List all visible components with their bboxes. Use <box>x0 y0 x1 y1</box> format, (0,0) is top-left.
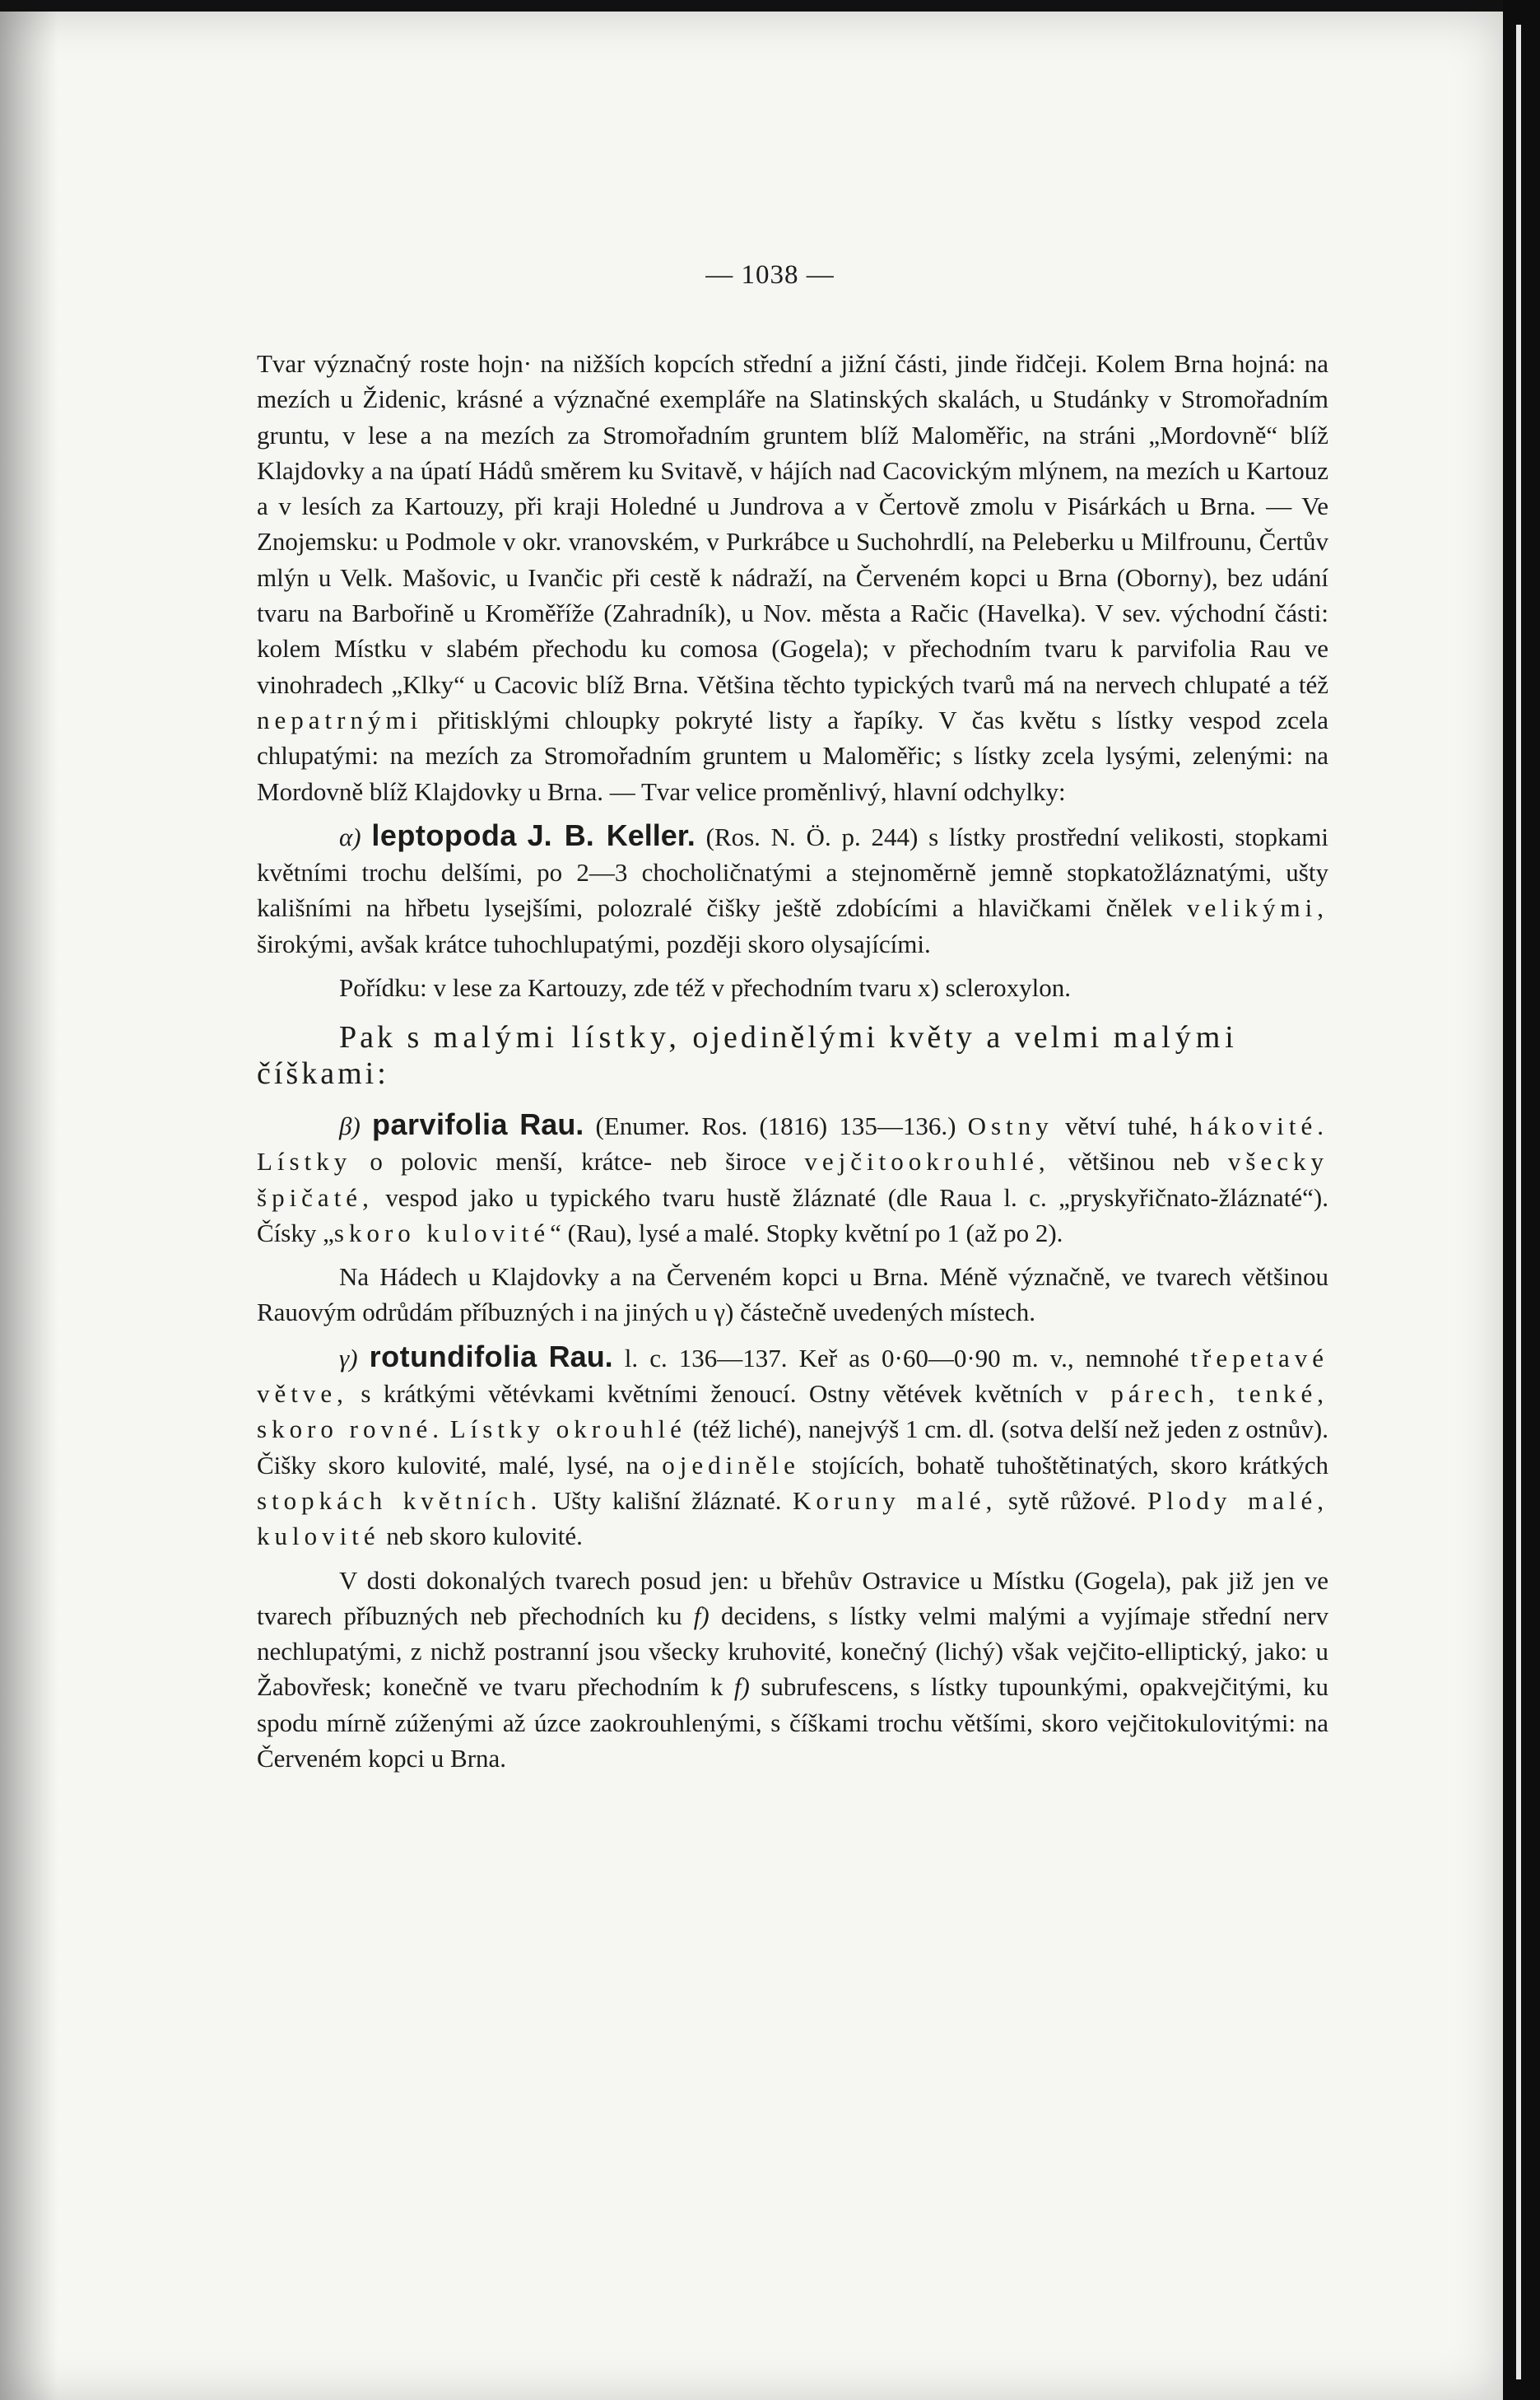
paragraph-text: “ (Rau), lysé a malé. Stopky květní po 1 (až po 2). <box>550 1218 1063 1247</box>
paragraph-text: V dosti dokonalých tvarech posud jen: u břehův Ostravice u Místku (Gogela), pak již jen ve tvarech příbuzných neb přechodních ku <box>257 1565 1328 1630</box>
paragraph-text: Ušty kališní žláznaté. <box>542 1485 793 1515</box>
paragraph-variety-beta <box>257 1107 1328 1251</box>
variety-name: rotundifolia <box>369 1339 537 1373</box>
paragraph-text: Tvar význačný roste hojn· na nižších kopcích střední a jižní části, jinde řidčeji. Kolem Brna hojná: na mezích u Židenic, krásné a význačné exempláře na Slatinských skalách, u Studánky v Stromořadním gruntu, v lese a na mezích za Stromořadním gruntem blíž Maloměřic, na stráni „Mordovně“ blíž Klajdovky a na úpatí Hádů směrem ku Svitavě, v hájích nad Cacovickým mlýnem, na mezích u Kartouz a v lesích za Kartouzy, při kraji Holedné u Jundrova a v Čertově zmolu v Pisárkách u Brna. — Ve Znojemsku: u Podmole v okr. vranovském, v Purkrábce u Suchohrdlí, na Peleberku u Milfrounu, Čertův mlýn u Velk. Mašovic, u Ivančic při cestě k nádraží, na Červeném kopci u Brna (Oborny), bez udání tvaru na Barbořině u Kroměříže (Zahradník), u Nov. města a Račic (Havelka). V sev. východní části: kolem Místku v slabém přechodu ku comosa (Gogela); v přechodním tvaru k parvifolia Rau ve vinohradech „Klky“ u Cacovic blíž Brna. Většina těchto typických tvarů má na nervech chlupaté a též <box>257 349 1328 699</box>
spaced-text: hákovité. <box>1189 1111 1329 1140</box>
paragraph-text: (též liché), nanejvýš 1 cm. dl. (sotva delší než jeden z ostnův). Čišky skoro kulovité, malé, lysé, na <box>257 1414 1328 1480</box>
paragraph-text <box>444 1414 450 1443</box>
paragraph-text: přitisklými chloupky pokryté listy a řapíky. V čas květu s lístky vespod zcela chlupatými: na mezích za Stromořadním gruntem u Maloměřic; s lístky zcela lysými, zelenými: na Mordovně blíž Klajdovky u Brna. — Tvar velice proměnlivý, hlavní odchylky: <box>257 705 1328 806</box>
paragraph-text: větví tuhé, <box>1053 1111 1190 1140</box>
variety-author: Rau. <box>519 1107 584 1141</box>
paragraph-locality-beta: Na Hádech u Klajdovky a na Červeném kopci u Brna. Méně význačně, ve tvarech většinou Rauovým odrůdám příbuzných i na jiných u γ) částečně uvedených místech. <box>257 1262 1328 1327</box>
variety-mark: α) <box>339 822 361 851</box>
variety-mark: f) <box>693 1601 710 1630</box>
section-heading <box>257 1020 1328 1056</box>
spaced-text: Koruny malé, <box>793 1485 998 1515</box>
scan-edge-strip <box>1503 0 1540 2400</box>
spaced-text: všecky špičaté, <box>257 1147 1328 1212</box>
paragraph-text: decidens, s lístky velmi malými a vyjímaje střední nerv nechlupatými, z nichž postranní jsou všecky kruhovité, konečný (lichý) však vejčito-elliptický, jako: u Žabovřesk; konečně ve tvaru přechodním k <box>257 1601 1328 1702</box>
spaced-text: vejčitookrouhlé, <box>804 1147 1050 1177</box>
spaced-text: velikými, <box>1187 893 1328 923</box>
paragraph-text: subrufescens, s lístky tupounkými, opakvejčitými, ku spodu mírně zúženými až úzce zaokrouhlenými, s číškami trochu většími, skoro vejčitokulovitými: na Červeném kopci u Brna. <box>257 1672 1328 1773</box>
spaced-text: Plody malé, kulovité <box>257 1485 1328 1551</box>
section-heading-end: číškami: <box>257 1056 389 1091</box>
paragraph-text: sytě růžové. <box>997 1485 1148 1515</box>
paragraph-text: širokými, avšak krátce tuhochlupatými, později skoro olysajícími. <box>257 929 931 958</box>
paragraph-text: stojících, bohatě tuhoštětinatých, skoro krátkých <box>799 1450 1328 1480</box>
spaced-text: Ostny <box>967 1111 1054 1140</box>
paragraph-text: o polovic menší, krátce- neb široce <box>351 1147 805 1177</box>
spaced-text: ojediněle <box>662 1450 800 1480</box>
spaced-text: malými <box>1113 1020 1239 1056</box>
spaced-text: třepetavé větve, <box>257 1343 1329 1409</box>
heading-text: ojedinělými květy a velmi <box>681 1020 1114 1056</box>
paragraph-text: s krátkými větévkami květními ženoucí. Ostny větévek květních <box>347 1379 1076 1409</box>
paragraph-variety-gamma <box>257 1339 1328 1554</box>
paragraph-final <box>257 1563 1328 1777</box>
paragraph-text: neb skoro kulovité. <box>379 1522 583 1551</box>
spaced-text: malými lístky, <box>433 1020 682 1056</box>
variety-name: leptopoda <box>371 818 517 852</box>
spaced-text: nepatrnými <box>257 705 423 734</box>
paragraph-variety-alpha <box>257 818 1328 962</box>
variety-mark: β) <box>339 1111 361 1140</box>
spaced-text: stopkách květních. <box>257 1485 542 1515</box>
paragraph-text: většinou neb <box>1049 1147 1228 1177</box>
variety-mark: f) <box>733 1672 750 1702</box>
variety-mark: γ) <box>339 1343 358 1372</box>
paragraph-text: l. c. 136—137. Keř as 0·60—0·90 m. v., nemnohé <box>612 1343 1191 1372</box>
paragraph-text: (Ros. N. Ö. p. 244) s lístky prostřední velikosti, stopkami květními trochu delšími, po 2—3 chocholičnatými a stejnoměrně jemně stopkatožláznatými, ušty kališními na hřbetu lysejšími, polozralé čišky ještě zdobícími a hlavičkami čnělek <box>257 822 1329 923</box>
text-block <box>257 346 1328 1776</box>
variety-author: J. B. Keller. <box>527 818 696 852</box>
paragraph-locality-alpha: Pořídku: v lese za Kartouzy, zde též v přechodním tvaru x) scleroxylon. <box>339 973 1071 1003</box>
spaced-text: skoro kulovité <box>333 1218 551 1247</box>
spaced-text: Lístky okrouhlé <box>449 1414 686 1444</box>
paragraph-text: (Enumer. Ros. (1816) 135—136.) <box>584 1111 968 1140</box>
spaced-text: Lístky <box>257 1147 352 1177</box>
page-number: — 1038 — <box>705 260 835 290</box>
variety-author: Rau. <box>548 1339 613 1373</box>
variety-name: parvifolia <box>372 1107 509 1141</box>
spaced-text: v párech, tenké, skoro rovné. <box>257 1379 1328 1444</box>
paragraph-typical-form <box>257 346 1328 809</box>
paragraph-text: vespod jako u typického tvaru hustě žláznaté (dle Raua l. c. „pryskyřičnato-žláznaté“). Čísky „ <box>257 1182 1328 1247</box>
heading-text: Pak s <box>339 1020 434 1056</box>
